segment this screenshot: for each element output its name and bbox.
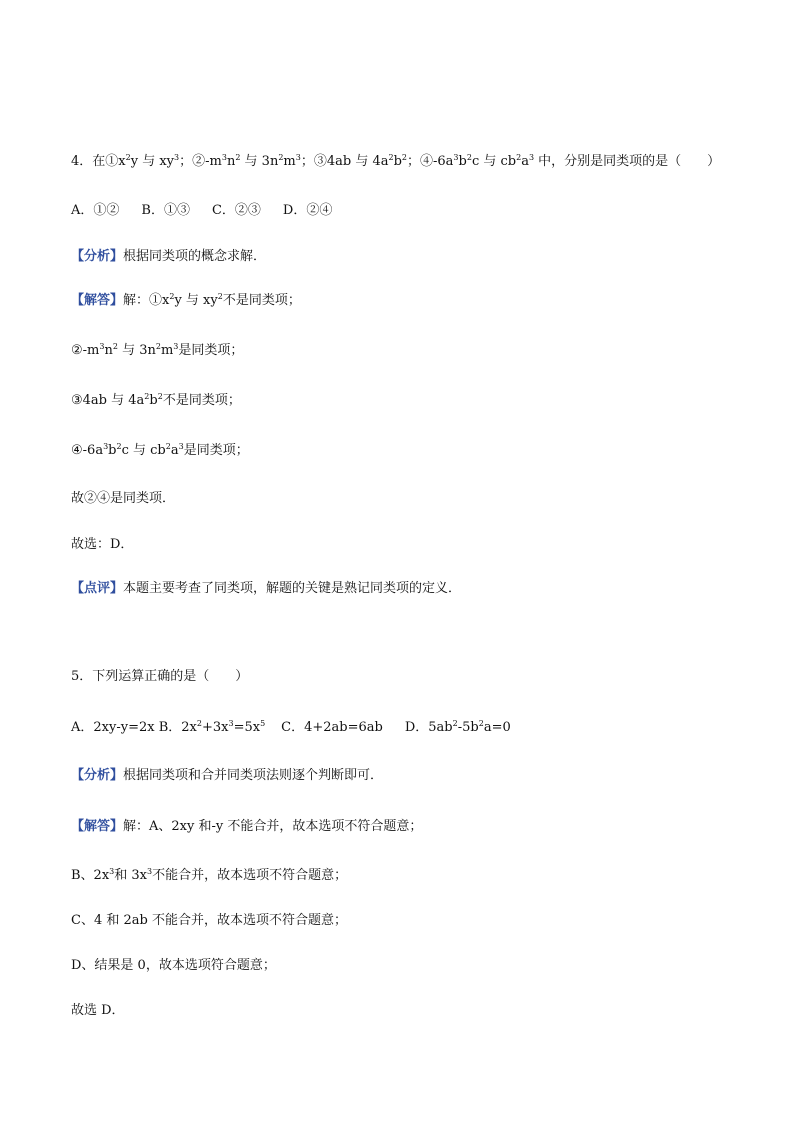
q5-option-text: -5b xyxy=(457,720,479,735)
q5-solution-line-3 xyxy=(71,912,754,930)
q5-option-c: C．4+2ab=6ab xyxy=(281,720,383,735)
q4-stem-text: 中，分别是同类项的是（ ） xyxy=(534,154,721,169)
solution-text: n xyxy=(104,343,113,358)
q5-option-a: A．2xy-y=2x xyxy=(71,720,155,735)
sup: 2 xyxy=(169,292,175,301)
q4-options xyxy=(71,202,754,220)
choice-text: 故选 D． xyxy=(71,1003,125,1018)
q4-stem-text: ；②-m xyxy=(179,154,222,169)
solution-text: 是同类项； xyxy=(183,443,249,458)
q4-stem xyxy=(71,153,754,171)
solution-text: ②-m xyxy=(71,343,100,358)
solution-text: b xyxy=(108,443,117,458)
sup: 3 xyxy=(99,342,105,351)
sup: 3 xyxy=(178,442,184,451)
q5-option-text: +3x xyxy=(201,720,229,735)
solution-text: 解：①x xyxy=(123,293,170,308)
choice-text: 故选：D． xyxy=(71,537,134,552)
q4-option-a: A．①② xyxy=(71,203,120,218)
solution-text: C、4 和 2ab 不能合并，故本选项不符合题意； xyxy=(71,913,347,928)
q4-stem-text: b xyxy=(393,154,402,169)
q4-option-c: C．②③ xyxy=(211,203,261,218)
sup: 2 xyxy=(278,153,284,162)
sup: 3 xyxy=(173,342,179,351)
q4-solution-line-1 xyxy=(71,292,754,310)
sup: 2 xyxy=(478,719,484,728)
sup: 3 xyxy=(528,153,535,162)
solution-text: m xyxy=(160,343,174,358)
answer-tag: 【解答】 xyxy=(71,819,124,834)
sup: 2 xyxy=(165,442,171,451)
q4-stem-text: ；③4ab 与 4a xyxy=(300,154,389,169)
q4-choice xyxy=(71,536,754,554)
solution-text: ④-6a xyxy=(71,443,104,458)
q4-stem-text: y 与 xy xyxy=(130,154,175,169)
q4-solution-line-2 xyxy=(71,342,754,360)
q4-stem-text: b xyxy=(458,154,467,169)
solution-text: 不能合并，故本选项不符合题意； xyxy=(152,868,348,883)
solution-text: 不是同类项； xyxy=(222,293,301,308)
sup: 2 xyxy=(235,153,241,162)
q5-options xyxy=(71,719,754,737)
analysis-tag: 【分析】 xyxy=(71,768,124,783)
analysis-text: 根据同类项的概念求解． xyxy=(123,249,267,264)
q5-option-text: =5x xyxy=(233,720,261,735)
q4-solution-line-3 xyxy=(71,392,754,410)
solution-text: b xyxy=(149,393,158,408)
q5-stem-text: 5．下列运算正确的是（ ） xyxy=(71,669,249,684)
q5-choice xyxy=(71,1002,754,1020)
q5-analysis xyxy=(71,767,754,785)
sup: 3 xyxy=(174,153,180,162)
sup: 2 xyxy=(452,719,458,728)
q5-option-text: B．2x xyxy=(158,720,197,735)
q4-conclusion xyxy=(71,490,754,508)
q5-option-b xyxy=(159,720,265,735)
sup: 3 xyxy=(109,867,115,876)
analysis-tag: 【分析】 xyxy=(71,249,124,264)
sup: 2 xyxy=(144,392,150,401)
sup: 2 xyxy=(196,719,202,728)
solution-text: D、结果是 0，故本选项符合题意； xyxy=(71,958,276,973)
q4-option-d: D．②④ xyxy=(282,203,333,218)
sup: 2 xyxy=(157,392,163,401)
sup: 3 xyxy=(221,153,227,162)
q5-stem xyxy=(71,668,754,686)
solution-text: a xyxy=(170,443,179,458)
q4-analysis xyxy=(71,248,754,266)
sup: 2 xyxy=(112,342,118,351)
solution-text: 是同类项； xyxy=(178,343,244,358)
comment-text: 本题主要考查了同类项，解题的关键是熟记同类项的定义． xyxy=(123,581,462,596)
q4-number: 4 xyxy=(71,154,80,169)
q4-stem-text: m xyxy=(283,154,296,169)
q4-stem-text: 与 3n xyxy=(240,154,279,169)
conclusion-text: 故②④是同类项． xyxy=(71,491,176,506)
sup: 2 xyxy=(217,292,223,301)
q5-option-text: a=0 xyxy=(483,720,511,735)
q4-stem-text: c 与 cb xyxy=(471,154,517,169)
solution-text: 不是同类项； xyxy=(162,393,241,408)
sup: 3 xyxy=(295,153,301,162)
q4-stem-text: ．在①x xyxy=(79,154,126,169)
q5-solution-line-1 xyxy=(71,818,754,836)
sup: 3 xyxy=(228,719,234,728)
sup: 2 xyxy=(125,153,131,162)
sup: 2 xyxy=(388,153,394,162)
sup: 2 xyxy=(116,442,122,451)
solution-text: 解：A、2xy 和-y 不能合并，故本选项不符合题意； xyxy=(123,819,423,834)
analysis-text: 根据同类项和合并同类项法则逐个判断即可． xyxy=(123,768,384,783)
solution-text: y 与 xy xyxy=(174,293,218,308)
solution-text: B、2x xyxy=(71,868,110,883)
q4-solution-line-4 xyxy=(71,442,754,460)
sup: 2 xyxy=(466,153,472,162)
answer-tag: 【解答】 xyxy=(71,293,124,308)
sup: 2 xyxy=(155,342,161,351)
q5-solution-line-2 xyxy=(71,867,754,885)
q5-solution-line-4 xyxy=(71,957,754,975)
solution-text: 和 3x xyxy=(114,868,147,883)
solution-text: 与 3n xyxy=(117,343,156,358)
q5-option-d xyxy=(405,720,511,735)
q4-stem-text: ；④-6a xyxy=(407,154,454,169)
sup: 3 xyxy=(147,867,153,876)
comment-tag: 【点评】 xyxy=(71,581,124,596)
q4-stem-text: n xyxy=(226,154,236,169)
q4-option-b: B．①③ xyxy=(141,203,190,218)
sup: 3 xyxy=(103,442,109,451)
q4-comment xyxy=(71,580,754,598)
solution-text: ③4ab 与 4a xyxy=(71,393,145,408)
sup: 3 xyxy=(453,153,459,162)
solution-text: c 与 cb xyxy=(121,443,166,458)
sup: 5 xyxy=(260,719,266,728)
q5-option-text: D．5ab xyxy=(404,720,453,735)
q4-stem-text: a xyxy=(521,154,529,169)
sup: 2 xyxy=(401,153,407,162)
sup: 2 xyxy=(516,153,522,162)
